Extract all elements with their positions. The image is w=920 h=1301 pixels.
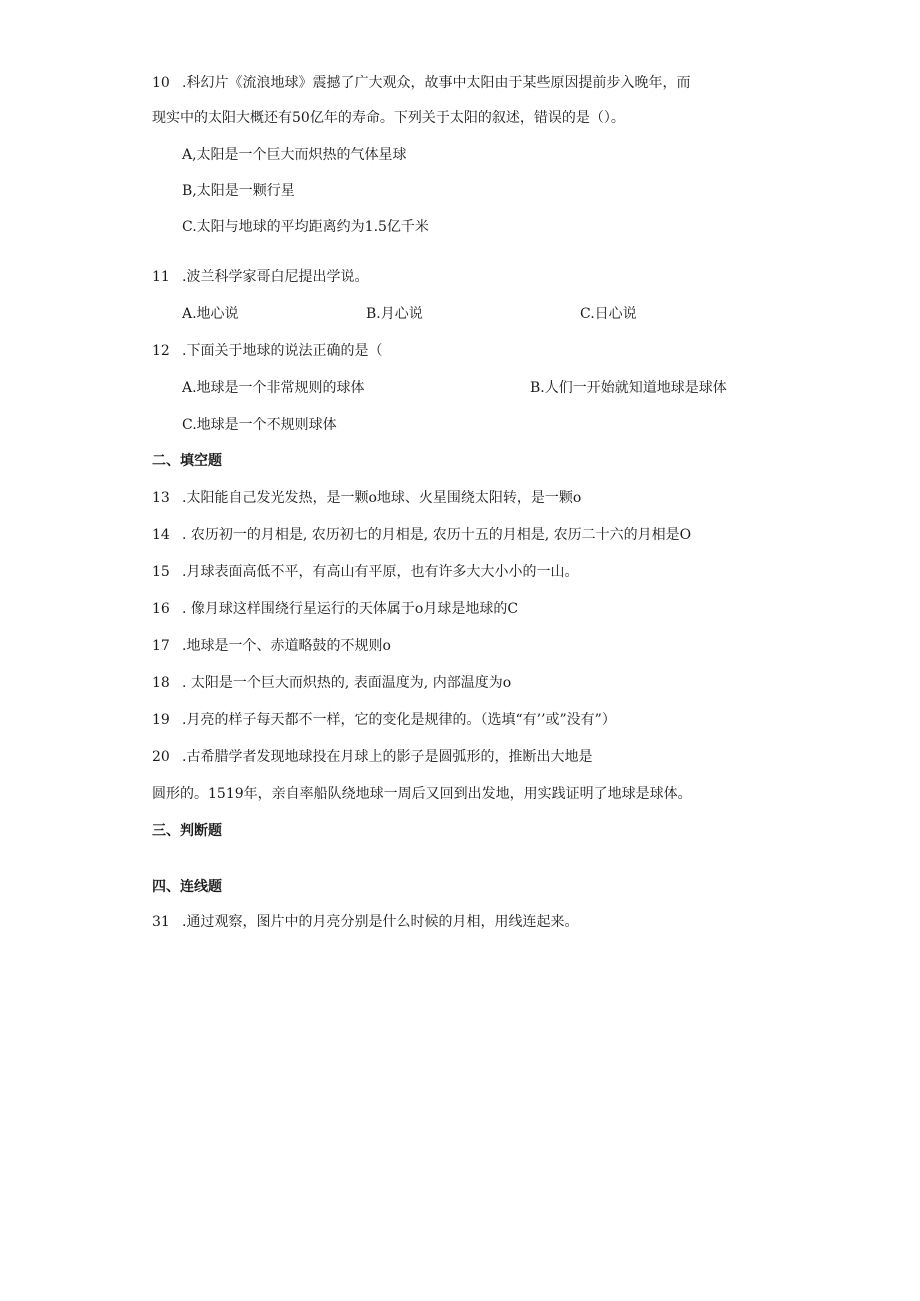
section-4-title: 四、连线题 [152,879,222,895]
section-2-title: 二、填空题 [152,453,222,469]
question-text: .下面关于地球的说法正确的是（ [182,343,383,359]
question-12-option-a: A.地球是一个非常规则的球体 [182,380,365,396]
question-text: .波兰科学家哥白尼提出学说。 [182,269,369,285]
question-12-option-c: C.地球是一个不规则球体 [182,417,337,433]
question-11-option-b: B.月心说 [366,306,423,322]
question-number: 18 [152,675,170,691]
question-text: .月球表面高低不平，有高山有平原，也有许多大大小小的一山。 [182,564,579,580]
question-31 [152,913,578,931]
question-text: .通过观察，图片中的月亮分别是什么时候的月相，用线连起来。 [182,914,579,930]
question-16 [152,600,518,618]
question-15 [152,563,578,581]
question-text: .太阳能自己发光发热，是一颗o地球、火星围绕太阳转，是一颗o [182,490,582,506]
question-text: . 像月球这样围绕行星运行的天体属于o月球是地球的C [182,601,519,617]
question-number: 19 [152,712,170,728]
question-17 [152,637,391,655]
question-11-option-a: A.地心说 [182,306,239,322]
question-number: 20 [152,749,170,765]
question-14 [152,526,691,544]
question-text: . 太阳是一个巨大而炽热的, 表面温度为, 内部温度为o [182,675,512,691]
question-text: .科幻片《流浪地球》震撼了广大观众，故事中太阳由于某些原因提前步入晚年，而 [182,75,691,91]
question-11 [152,268,368,286]
question-number: 10 [152,75,170,91]
question-10-option-a: A,太阳是一个巨大而炽热的气体星球 [182,147,407,163]
question-number: 14 [152,527,170,543]
question-number: 16 [152,601,170,617]
question-number: 11 [152,269,170,285]
question-text: .月亮的样子每天都不一样，它的变化是规律的。（选填“有’’或”没有”） [182,712,616,728]
question-number: 31 [152,914,170,930]
question-12 [152,342,382,360]
question-text: .地球是一个、赤道略鼓的不规则o [182,638,391,654]
question-13 [152,489,581,507]
question-text: . 农历初一的月相是, 农历初七的月相是, 农历十五的月相是, 农历二十六的月相是O [182,527,692,543]
question-10-option-c: C.太阳与地球的平均距离约为1.5亿千米 [182,219,429,235]
question-19 [152,711,616,729]
question-number: 12 [152,343,170,359]
question-20 [152,748,592,766]
question-10-line-2: 现实中的太阳大概还有50亿年的寿命。下列关于太阳的叙述，错误的是（）。 [152,110,625,126]
question-10-line-1 [152,74,690,92]
question-20-line-2: 圆形的。1519年，亲自率船队绕地球一周后又回到出发地，用实践证明了地球是球体。 [152,786,692,802]
section-3-title: 三、判断题 [152,823,222,839]
question-18 [152,674,511,692]
question-11-option-c: C.日心说 [580,306,637,322]
question-number: 17 [152,638,170,654]
question-10-option-b: B,太阳是一颗行星 [182,183,295,199]
question-number: 13 [152,490,170,506]
question-text: .古希腊学者发现地球投在月球上的影子是圆弧形的，推断出大地是 [182,749,593,765]
question-number: 15 [152,564,170,580]
question-12-option-b: B.人们一开始就知道地球是球体 [530,380,727,396]
